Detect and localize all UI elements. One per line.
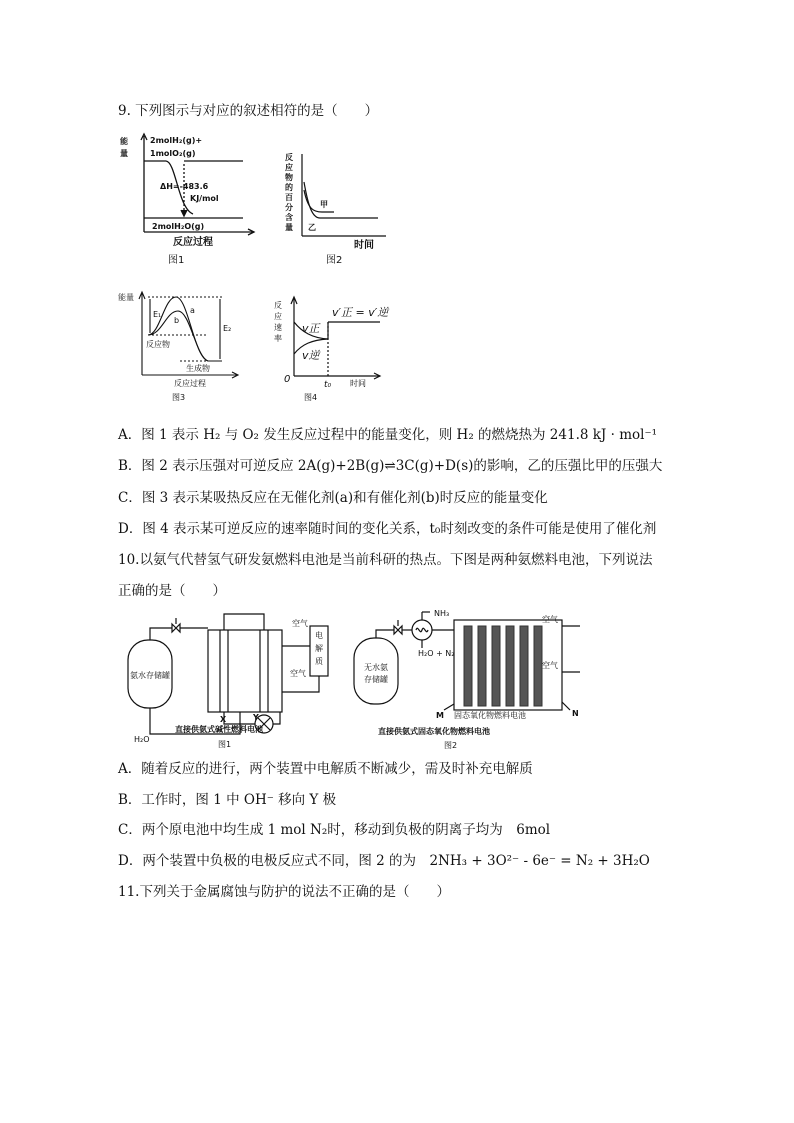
fig3-xlabel: 反应过程 bbox=[174, 379, 206, 388]
q10-fig2-exhaust: H₂O + N₂ bbox=[418, 649, 455, 658]
q11-stem: 11.下列关于金属腐蚀与防护的说法不正确的是（ ） bbox=[118, 884, 450, 900]
fig2-curve-b: 乙 bbox=[308, 223, 316, 232]
q10-stem-line-1: 10.以氨气代替氢气研发氨燃料电池是当前科研的热点。下图是两种氨燃料电池，下列说法 bbox=[118, 552, 653, 568]
svg-text:质: 质 bbox=[315, 657, 323, 666]
q10-fig1-title: 直接供氨式碱性燃料电池 bbox=[175, 725, 263, 734]
svg-text:应: 应 bbox=[274, 312, 282, 321]
q9-figure-4 bbox=[272, 292, 422, 407]
fig4-ylabel bbox=[274, 300, 282, 343]
svg-text:反: 反 bbox=[285, 153, 293, 162]
fig1-top-label-2: 1molO₂(g) bbox=[150, 149, 196, 158]
q9-option-c: C．图 3 表示某吸热反应在无催化剂(a)和有催化剂(b)时反应的能量变化 bbox=[118, 490, 548, 506]
q10-fig1-y: Y bbox=[253, 713, 259, 722]
fig1-dh-2: KJ/mol bbox=[190, 194, 219, 203]
fig3-ylabel: 能量 bbox=[118, 293, 134, 302]
fig3-caption: 图3 bbox=[172, 393, 186, 402]
q10-fig2-nh3: NH₃ bbox=[434, 609, 450, 618]
fig4-v-rev: v逆 bbox=[302, 349, 320, 362]
q10-option-b: B．工作时，图 1 中 OH⁻ 移向 Y 极 bbox=[118, 792, 337, 808]
fig1-top-label-1: 2molH₂(g)+ bbox=[150, 136, 203, 145]
fig1-ylabel-1: 能 bbox=[120, 137, 128, 146]
fig3-product: 生成物 bbox=[186, 364, 210, 373]
svg-text:物: 物 bbox=[285, 173, 293, 182]
q10-fig2-title: 直接供氨式固态氧化物燃料电池 bbox=[378, 727, 490, 736]
svg-text:分: 分 bbox=[285, 203, 293, 212]
q10-option-a: A．随着反应的进行，两个装置中电解质不断减少，需及时补充电解质 bbox=[118, 761, 533, 777]
fig3-e1: E₁ bbox=[153, 310, 162, 319]
q10-fig1-tank: 氨水存储罐 bbox=[130, 671, 170, 680]
fig2-ylabel bbox=[284, 152, 293, 232]
fig3-curve-a: a bbox=[190, 306, 195, 315]
svg-text:率: 率 bbox=[274, 334, 282, 343]
fig4-xlabel: 时间 bbox=[350, 379, 366, 388]
q10-fig2-air-top: 空气 bbox=[542, 615, 558, 624]
q10-fig1-water: H₂O bbox=[134, 735, 150, 744]
fig1-bottom-label: 2molH₂O(g) bbox=[152, 222, 205, 231]
fig3-curve-b: b bbox=[174, 316, 180, 325]
q9-option-b: B．图 2 表示压强对可逆反应 2A(g)+2B(g)⇌3C(g)+D(s)的影响，乙的压强比甲的压强大 bbox=[118, 458, 663, 474]
q10-fig2-tank-2: 存储罐 bbox=[364, 675, 388, 684]
q9-figure-2 bbox=[282, 150, 392, 270]
q10-fig1-air-bottom: 空气 bbox=[290, 669, 306, 678]
fig3-e2: E₂ bbox=[223, 324, 232, 333]
fig1-dh-1: ΔH=-483.6 bbox=[160, 182, 209, 191]
fig1-ylabel-2: 量 bbox=[120, 149, 128, 158]
q10-fig2-caption: 图2 bbox=[444, 741, 458, 750]
svg-text:的: 的 bbox=[285, 183, 293, 192]
q10-option-c: C．两个原电池中均生成 1 mol N₂时，移动到负极的阴离子均为 6mol bbox=[118, 822, 551, 838]
q9-option-a: A．图 1 表示 H₂ 与 O₂ 发生反应过程中的能量变化，则 H₂ 的燃烧热为 241.8 kJ · mol⁻¹ bbox=[118, 427, 657, 443]
q10-stem-line-2: 正确的是（ ） bbox=[118, 583, 226, 599]
q10-fig1-air-top: 空气 bbox=[292, 619, 308, 628]
svg-text:百: 百 bbox=[285, 193, 293, 202]
svg-text:量: 量 bbox=[285, 223, 293, 232]
q10-fig1-caption: 图1 bbox=[218, 740, 232, 749]
fig1-xlabel: 反应过程 bbox=[173, 237, 213, 248]
q9-option-d: D．图 4 表示某可逆反应的速率随时间的变化关系，t₀时刻改变的条件可能是使用了催化剂 bbox=[118, 521, 657, 537]
fig4-origin: 0 bbox=[284, 374, 291, 385]
q10-fig2-tank-1: 无水氨 bbox=[364, 663, 388, 672]
q9-figure-1 bbox=[118, 128, 258, 268]
q10-fig2-m: M bbox=[436, 711, 444, 720]
fig4-v-fwd: v正 bbox=[302, 322, 320, 335]
q9-figure-3 bbox=[118, 287, 243, 405]
q10-fig2-air-side: 空气 bbox=[542, 661, 558, 670]
fig3-reactant: 反应物 bbox=[146, 340, 170, 349]
q10-fig2-cell: 固态氧化物燃料电池 bbox=[454, 711, 526, 720]
svg-text:电: 电 bbox=[315, 631, 323, 640]
svg-text:反: 反 bbox=[274, 301, 282, 310]
q10-figure-2 bbox=[350, 604, 580, 754]
q9-stem: 9. 下列图示与对应的叙述相符的是（ ） bbox=[118, 103, 379, 119]
fig2-xlabel: 时间 bbox=[354, 240, 374, 251]
q10-figure-1 bbox=[120, 606, 350, 754]
fig4-caption: 图4 bbox=[304, 393, 318, 402]
svg-text:解: 解 bbox=[315, 644, 323, 653]
svg-text:应: 应 bbox=[285, 163, 293, 172]
q10-fig1-x: X bbox=[220, 715, 227, 724]
svg-text:含: 含 bbox=[285, 213, 293, 222]
fig4-t0: t₀ bbox=[324, 380, 332, 390]
fig2-curve-a: 甲 bbox=[320, 200, 328, 209]
fig2-caption: 图2 bbox=[326, 255, 343, 266]
q10-fig1-electrolyte bbox=[315, 630, 323, 666]
q10-option-d: D．两个装置中负极的电极反应式不同，图 2 的为 2NH₃ + 3O²⁻ - 6e⁻ = N₂ + 3H₂O bbox=[118, 853, 650, 869]
svg-text:速: 速 bbox=[274, 323, 282, 332]
q10-fig2-n: N bbox=[572, 709, 579, 718]
fig4-v-eq: v′正 = v′逆 bbox=[332, 306, 389, 319]
fig1-caption: 图1 bbox=[168, 255, 185, 266]
